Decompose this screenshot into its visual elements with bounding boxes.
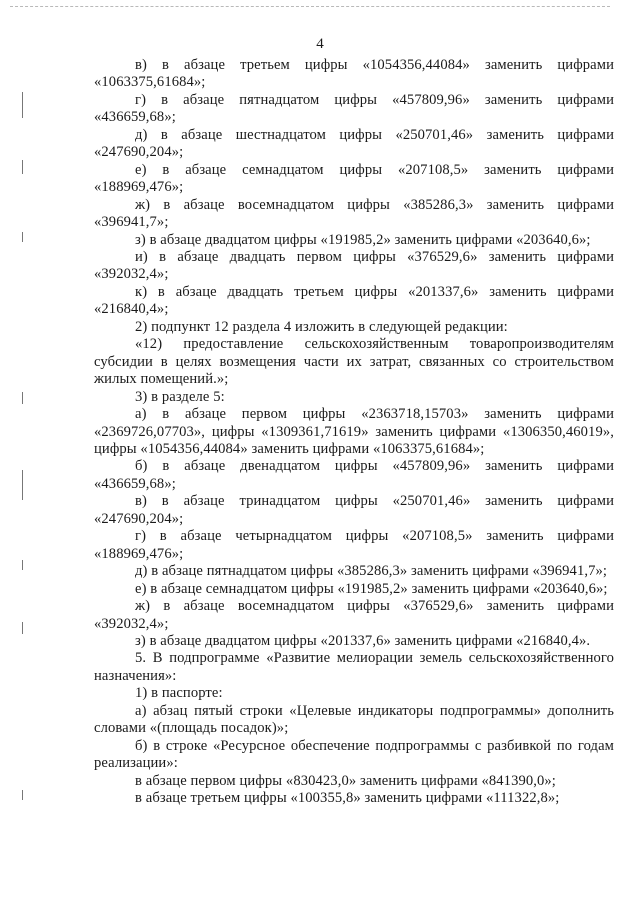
paragraph: 1) в паспорте: (135, 685, 223, 702)
paragraph: 3) в разделе 5: (135, 388, 225, 405)
paragraph: 2) подпункт 12 раздела 4 изложить в следующей редакции: (135, 318, 508, 335)
paragraph: б) в строке «Ресурсное обеспечение подпрограммы с разбивкой по годам реализации»: (94, 737, 614, 772)
paragraph: а) абзац пятый строки «Целевые индикаторы подпрограммы» дополнить словами «(площадь посадок)»; (94, 702, 614, 737)
scan-margin-mark (22, 470, 23, 500)
paragraph: а) в абзаце первом цифры «2363718,15703» заменить цифрами «2369726,07703», цифры «1309361,71619» заменить цифрами «1306350,46019», цифры «1054356,44084» заменить цифрами «1063375,61684»; (94, 406, 614, 457)
paragraph: в абзаце первом цифры «830423,0» заменить цифрами «841390,0»; (135, 772, 556, 789)
scan-margin-mark (22, 92, 23, 118)
paragraph: г) в абзаце четырнадцатом цифры «207108,5» заменить цифрами «188969,476»; (94, 528, 614, 562)
paragraph: в) в абзаце третьем цифры «1054356,44084» заменить цифрами «1063375,61684»; (94, 57, 614, 91)
paragraph: е) в абзаце семнадцатом цифры «191985,2» заменить цифрами «203640,6»; (135, 580, 608, 597)
paragraph: и) в абзаце двадцать первом цифры «376529,6» заменить цифрами «392032,4»; (94, 248, 614, 283)
paragraph: з) в абзаце двадцатом цифры «191985,2» заменить цифрами «203640,6»; (135, 231, 591, 248)
scan-margin-mark (22, 392, 23, 404)
scan-margin-mark (22, 160, 23, 174)
paragraph: 5. В подпрограмме «Развитие мелиорации земель сельскохозяйственного назначения»: (94, 650, 614, 684)
paragraph: ж) в абзаце восемнадцатом цифры «376529,6» заменить цифрами «392032,4»; (94, 598, 614, 632)
scan-edge-line (10, 6, 610, 8)
scan-margin-mark (22, 790, 23, 800)
paragraph: д) в абзаце шестнадцатом цифры «250701,46» заменить цифрами «247690,204»; (94, 126, 614, 161)
paragraph: в) в абзаце тринадцатом цифры «250701,46» заменить цифрами «247690,204»; (94, 493, 614, 527)
paragraph: к) в абзаце двадцать третьем цифры «201337,6» заменить цифрами «216840,4»; (94, 283, 614, 318)
scan-margin-mark (22, 560, 23, 570)
paragraph: б) в абзаце двенадцатом цифры «457809,96» заменить цифрами «436659,68»; (94, 458, 614, 492)
paragraph: д) в абзаце пятнадцатом цифры «385286,3» заменить цифрами «396941,7»; (135, 563, 608, 580)
paragraph: е) в абзаце семнадцатом цифры «207108,5» заменить цифрами «188969,476»; (94, 161, 614, 196)
paragraph: г) в абзаце пятнадцатом цифры «457809,96» заменить цифрами «436659,68»; (94, 91, 614, 126)
paragraph: ж) в абзаце восемнадцатом цифры «385286,3» заменить цифрами «396941,7»; (94, 196, 614, 231)
paragraph: в абзаце третьем цифры «100355,8» заменить цифрами «111322,8»; (135, 790, 560, 807)
paragraph: «12) предоставление сельскохозяйственным товаропроизводителям субсидии в целях возмещения части их затрат, связанных со строительством жилых помещений.»; (94, 336, 614, 388)
document-body (94, 57, 614, 807)
page-number: 4 (316, 36, 324, 52)
scan-margin-mark (22, 622, 23, 634)
paragraph: з) в абзаце двадцатом цифры «201337,6» заменить цифрами «216840,4». (135, 632, 591, 649)
scan-margin-mark (22, 232, 23, 242)
